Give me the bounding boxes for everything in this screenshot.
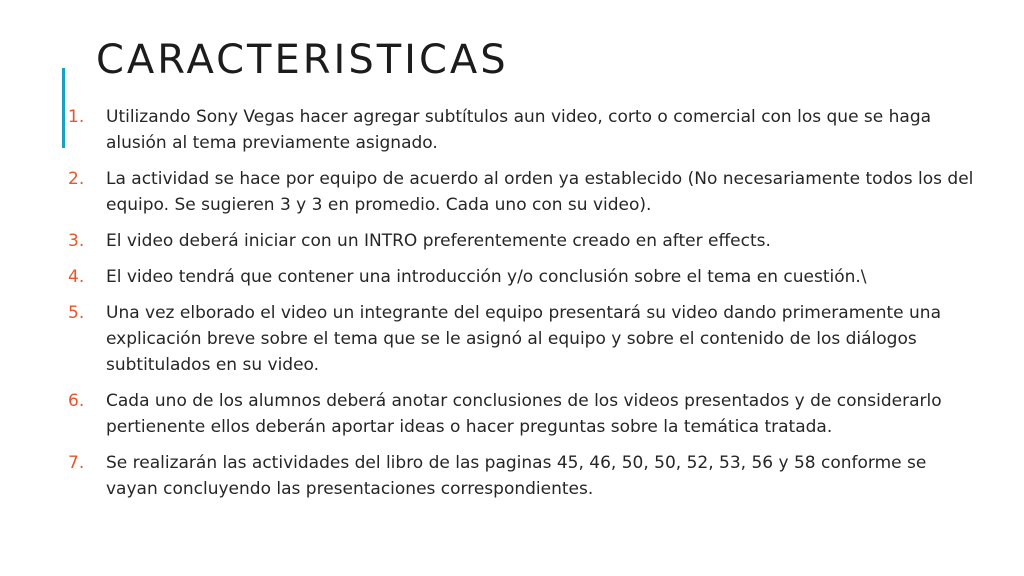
item-number: 3. [68, 231, 85, 251]
item-number: 4. [68, 267, 85, 287]
list-item [60, 104, 980, 156]
item-number: 5. [68, 303, 85, 323]
list-item [60, 300, 980, 378]
item-text: Una vez elborado el video un integrante del equipo presentará su video dando primeramente una explicación breve sobre el tema que se le asignó al equipo y sobre el contenido de los diálogos subtitulados en su video. [106, 303, 942, 375]
list-item [60, 228, 980, 254]
item-text: Cada uno de los alumnos deberá anotar conclusiones de los videos presentados y de considerarlo pertienente ellos deberán aportar ideas o hacer preguntas sobre la temática tratada. [106, 391, 942, 437]
item-text: Utilizando Sony Vegas hacer agregar subtítulos aun video, corto o comercial con los que se haga alusión al tema previamente asignado. [106, 107, 932, 153]
list-item [60, 450, 980, 502]
item-text: El video tendrá que contener una introducción y/o conclusión sobre el tema en cuestión.\ [106, 267, 867, 287]
item-text: La actividad se hace por equipo de acuerdo al orden ya establecido (No necesariamente todos los del equipo. Se sugieren 3 y 3 en promedio. Cada uno con su video). [106, 169, 974, 215]
list-item [60, 264, 980, 290]
characteristics-list [60, 104, 980, 512]
item-number: 6. [68, 391, 85, 411]
item-number: 2. [68, 169, 85, 189]
list-item [60, 388, 980, 440]
list-item [60, 166, 980, 218]
item-text: El video deberá iniciar con un INTRO preferentemente creado en after effects. [106, 231, 771, 251]
item-number: 7. [68, 453, 85, 473]
slide-title: CARACTERISTICAS [96, 37, 509, 83]
item-number: 1. [68, 107, 85, 127]
item-text: Se realizarán las actividades del libro de las paginas 45, 46, 50, 50, 52, 53, 56 y 58 conforme se vayan concluyendo las presentaciones correspondientes. [106, 453, 927, 499]
